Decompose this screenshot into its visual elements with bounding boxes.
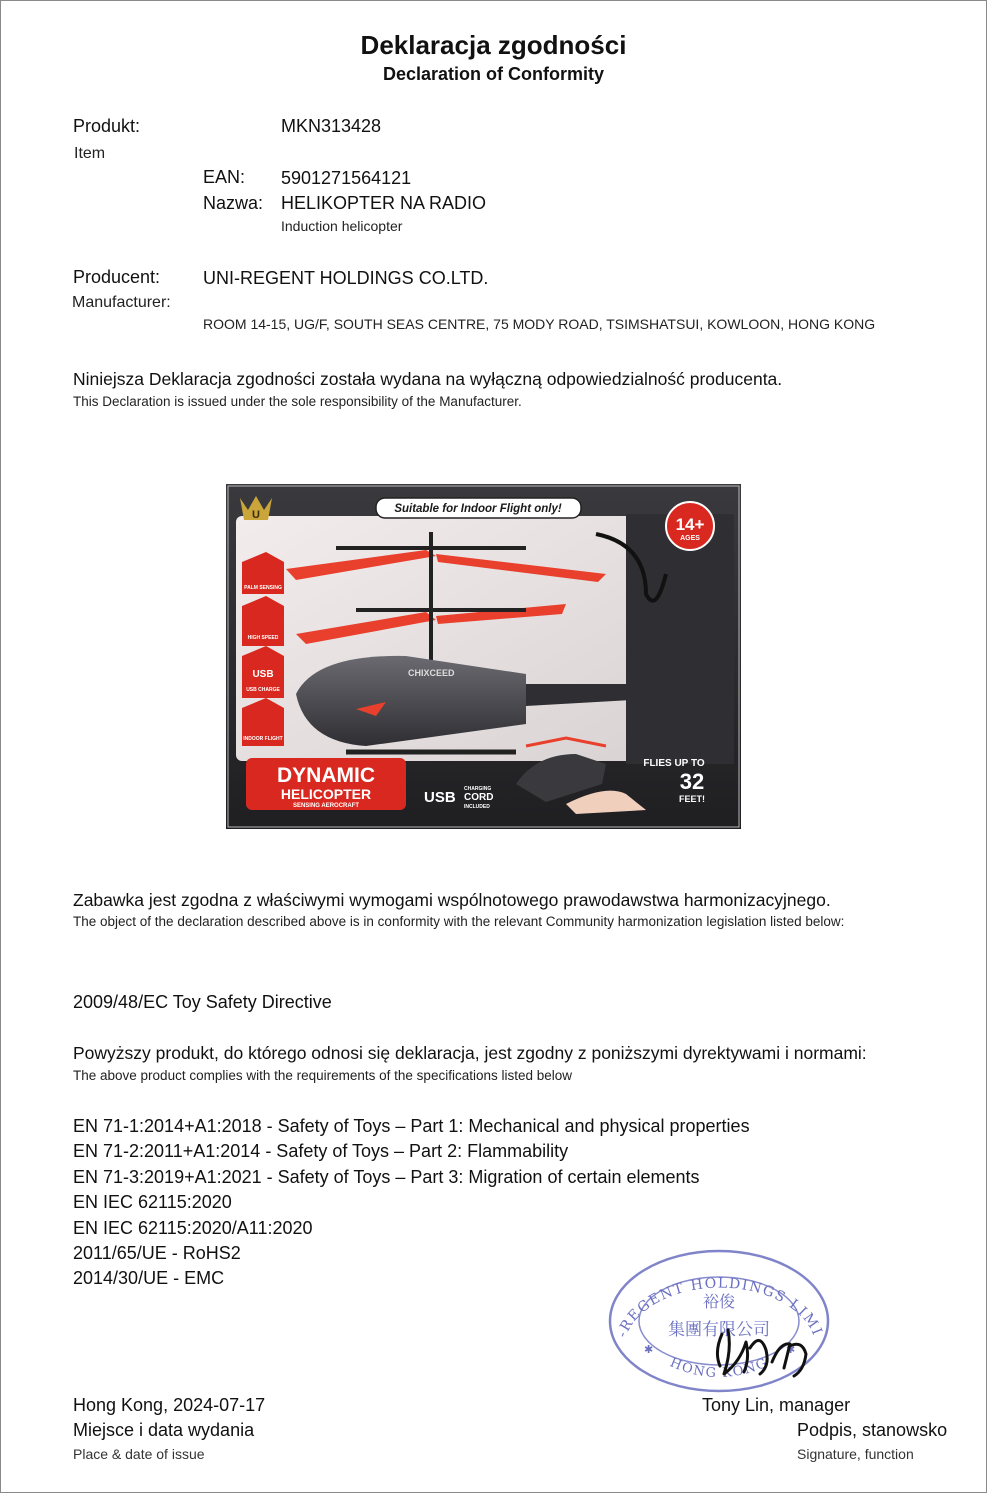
feature-indoor-flight: INDOOR FLIGHT	[243, 736, 283, 742]
manufacturer-label-en: Manufacturer:	[72, 294, 171, 311]
usb-cord: CORD	[464, 792, 494, 803]
standard-item: EN 71-3:2019+A1:2021 - Safety of Toys – Part 3: Migration of certain elements	[73, 1166, 700, 1187]
product-label: Produkt:	[73, 116, 141, 136]
logo-mark: U	[252, 509, 260, 521]
usb-included: INCLUDED	[464, 804, 490, 810]
responsibility-pl: Niniejsza Deklaracja zgodności została wydana na wyłączną odpowiedzialność producenta.	[73, 369, 783, 389]
directive: 2009/48/EC Toy Safety Directive	[73, 992, 332, 1012]
standard-item: 2011/65/UE - RoHS2	[73, 1243, 241, 1264]
standard-item: EN 71-1:2014+A1:2018 - Safety of Toys – Part 1: Mechanical and physical properties	[73, 1116, 750, 1136]
brand-helicopter: HELICOPTER	[280, 786, 372, 802]
ean-label: EAN:	[203, 167, 246, 187]
responsibility-en: This Declaration is issued under the sole responsibility of the Manufacturer.	[73, 394, 522, 409]
signer-name: Tony Lin, manager	[702, 1395, 851, 1415]
heli-text: CHIXCEED	[408, 668, 455, 678]
manufacturer-address: ROOM 14-15, UG/F, SOUTH SEAS CENTRE, 75 MODY ROAD, TSIMSHATSUI, KOWLOON, HONG KONG	[203, 316, 876, 332]
feature-usb-charge-icon: USB	[252, 669, 274, 680]
standard-item: EN IEC 62115:2020	[73, 1192, 232, 1213]
stamp-ring-top: -REGENT HOLDINGS LIMI	[614, 1275, 826, 1340]
brand-dynamic: DYNAMIC	[277, 764, 375, 787]
feet-unit: FEET!	[679, 794, 705, 804]
compliance-pl: Powyższy produkt, do którego odnosi się deklaracja, jest zgodny z poniższymi dyrektywami i normami:	[73, 1043, 867, 1063]
issue-label-en: Place & date of issue	[73, 1446, 205, 1462]
standard-item: EN IEC 62115:2020/A11:2020	[73, 1217, 313, 1238]
stamp-chinese-2: 集團有限公司	[668, 1320, 770, 1340]
stamp-ring-bottom: HONG KONG	[667, 1355, 771, 1382]
product-name-en: Induction helicopter	[281, 218, 403, 234]
page-subtitle: Declaration of Conformity	[382, 64, 605, 84]
product-name: HELIKOPTER NA RADIO	[281, 193, 487, 213]
stamp-chinese-1: 裕俊	[702, 1292, 736, 1311]
compliance-en: The above product complies with the requirements of the specifications listed below	[73, 1068, 573, 1083]
manufacturer-label: Producent:	[73, 267, 161, 287]
feature-high-speed: HIGH SPEED	[247, 635, 279, 641]
usb-charging: CHARGING	[464, 786, 492, 792]
age-badge-sub: AGES	[680, 535, 700, 542]
conformity-pl: Zabawka jest zgodna z właściwymi wymogami wspólnotowego prawodawstwa harmonizacyjnego.	[73, 890, 831, 910]
ean-value: 5901271564121	[281, 168, 412, 188]
page-title: Deklaracja zgodności	[360, 30, 627, 60]
brand-sensing: SENSING AEROCRAFT	[292, 803, 360, 809]
usb-cord-label: USB	[424, 789, 456, 806]
feature-usb-charge: USB CHARGE	[246, 687, 280, 693]
banner-text: Suitable for Indoor Flight only!	[394, 503, 562, 515]
signature-label-en: Signature, function	[797, 1446, 914, 1462]
standard-item: 2014/30/UE - EMC	[73, 1268, 225, 1289]
handwritten-signature	[710, 1322, 820, 1382]
feature-palm-sensing: PALM SENSING	[244, 585, 282, 591]
product-code: MKN313428	[281, 116, 382, 136]
product-photo	[226, 484, 741, 829]
feet-value: 32	[679, 769, 705, 794]
signature-label-pl: Podpis, stanowsko	[797, 1420, 948, 1440]
stamp-star-icon: ✱	[644, 1343, 654, 1356]
flies-up-to: FLIES UP TO	[643, 758, 705, 769]
name-label: Nazwa:	[203, 193, 264, 213]
issue-label-pl: Miejsce i data wydania	[73, 1420, 255, 1440]
issue-place-date: Hong Kong, 2024-07-17	[73, 1395, 266, 1415]
manufacturer-name: UNI-REGENT HOLDINGS CO.LTD.	[203, 268, 489, 288]
age-badge: 14+	[675, 515, 705, 534]
product-label-en: Item	[74, 145, 106, 162]
standard-item: EN 71-2:2011+A1:2014 - Safety of Toys – Part 2: Flammability	[73, 1141, 569, 1162]
stamp-star-icon: ✱	[786, 1343, 796, 1356]
conformity-en: The object of the declaration described above is in conformity with the relevant Community harmonization legislation listed below:	[73, 914, 845, 929]
